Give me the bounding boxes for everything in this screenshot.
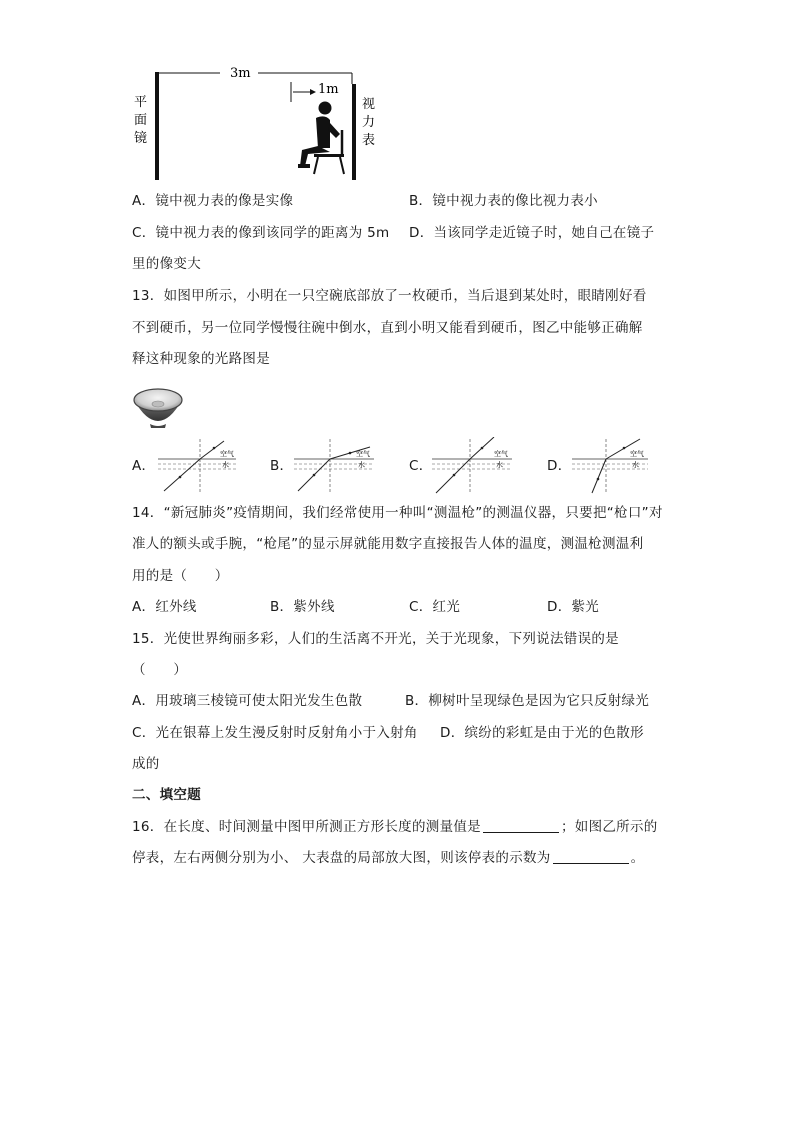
chart-label-1: 视: [362, 97, 376, 112]
q16-line1-text-b: ；如图乙所示的: [560, 819, 658, 835]
q13-option-d-label: D．: [547, 458, 572, 474]
ray-c-air-label: 空气: [494, 450, 508, 458]
ray-b-air-label: 空气: [356, 450, 370, 458]
q13-option-a-label: A．: [132, 458, 156, 474]
q15-option-a: A．用玻璃三棱镜可使太阳光发生色散: [132, 693, 363, 709]
q12-option-b: B．镜中视力表的像比视力表小: [409, 193, 598, 209]
distance-1m-label: 1m: [318, 82, 339, 97]
section-title-fill-in: 二、填空题: [132, 787, 201, 803]
ray-diagram-c: [432, 437, 516, 495]
eye-chart-bar: [352, 84, 356, 180]
q15-option-d: D．缤纷的彩虹是由于光的色散形: [440, 725, 644, 741]
mirror-label-1: 平: [134, 95, 148, 110]
ray-a-air-label: 空气: [220, 450, 234, 458]
q12-option-c: C．镜中视力表的像到该同学的距离为 5m: [132, 225, 390, 241]
seated-person-icon: [298, 102, 344, 175]
ray-d-air-label: 空气: [630, 450, 644, 458]
q13-stem-line2: 不到硬币，另一位同学慢慢往碗中倒水，直到小明又能看到硬币，图乙中能够正确解: [132, 320, 643, 336]
q13-option-c-label: C．: [409, 458, 433, 474]
q16-stem-line1: [132, 817, 658, 837]
q13-stem-line3: 释这种现象的光路图是: [132, 351, 270, 367]
q16-answer-blank-1[interactable]: [483, 818, 559, 833]
ray-diagram-d: [572, 437, 652, 495]
q16-line1-text-a: 16．在长度、时间测量中图甲所测正方形长度的测量值是: [132, 819, 481, 835]
q13-option-b-label: B．: [270, 458, 294, 474]
bowl-photo: [132, 384, 184, 430]
q14-option-b: B．紫外线: [270, 599, 335, 615]
q15-option-d-cont: 成的: [132, 756, 160, 772]
mirror-label-3: 镜: [134, 131, 148, 146]
ray-a-water-label: 水: [222, 461, 229, 469]
q14-stem-line2: 准人的额头或手腕，“枪尾”的显示屏就能用数字直接报告人体的温度，测温枪测温利: [132, 536, 644, 552]
mirror-label-2: 面: [134, 113, 148, 128]
q16-line2-text-b: 。: [630, 850, 645, 866]
q14-option-c: C．红光: [409, 599, 461, 615]
q14-option-a: A．红外线: [132, 599, 197, 615]
q12-option-d: D．当该同学走近镜子时，她自己在镜子: [409, 225, 655, 241]
ray-b-water-label: 水: [358, 461, 365, 469]
chart-label-3: 表: [362, 133, 376, 148]
mirror-eye-chart-figure: [130, 58, 390, 186]
q14-stem-line3: 用的是（ ）: [132, 568, 229, 584]
ray-diagram-a: [158, 437, 240, 495]
q12-option-a: A．镜中视力表的像是实像: [132, 193, 294, 209]
q14-option-d: D．紫光: [547, 599, 600, 615]
q15-option-c: C．光在银幕上发生漫反射时反射角小于入射角: [132, 725, 418, 741]
ray-c-water-label: 水: [496, 461, 503, 469]
ray-d-water-label: 水: [632, 461, 639, 469]
q14-stem-line1: 14．“新冠肺炎”疫情期间，我们经常使用一种叫“测温枪”的测温仪器，只要把“枪口”对: [132, 505, 663, 521]
plane-mirror-bar: [155, 72, 159, 180]
q16-stem-line2: [132, 848, 644, 868]
q13-stem-line1: 13．如图甲所示，小明在一只空碗底部放了一枚硬币，当后退到某处时，眼睛刚好看: [132, 288, 647, 304]
q12-option-d-cont: 里的像变大: [132, 256, 201, 272]
q15-stem-line2: （ ）: [132, 662, 188, 678]
distance-3m-label: 3m: [230, 66, 251, 81]
q16-answer-blank-2[interactable]: [553, 849, 629, 864]
q16-line2-text-a: 停表，左右两侧分别为小、 大表盘的局部放大图，则该停表的示数为: [132, 850, 551, 866]
ray-diagram-b: [294, 437, 378, 495]
q15-stem-line1: 15．光使世界绚丽多彩，人们的生活离不开光，关于光现象，下列说法错误的是: [132, 631, 619, 647]
chart-label-2: 力: [362, 115, 376, 130]
q15-option-b: B．柳树叶呈现绿色是因为它只反射绿光: [405, 693, 650, 709]
